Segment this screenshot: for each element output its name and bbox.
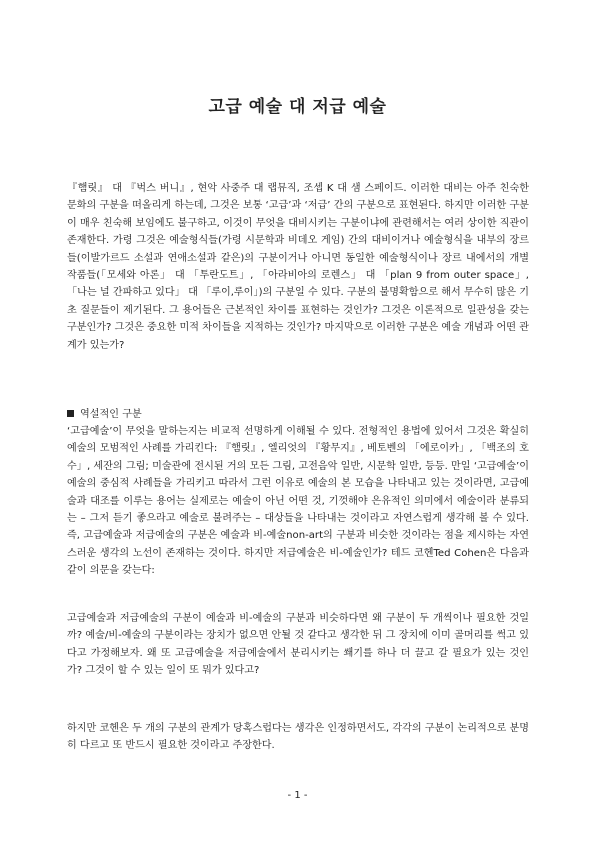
paragraph-text: ‘고급예술’이 무엇을 말하는지는 비교적 선명하게 이해될 수 있다. 전형적인 용법에 있어서 그것은 확실히 예술의 모범적인 사례를 가리킨다: 『햄릿』, 엘리엇의 『황무지』, 베토벤의 「에로이카」, 「백조의 호수」, 세잔의 그림; 미술관에 전시된 거의 모든 그림, 고전음악 일반, 시문학 일반, 등등. 만일 ‘고급예술’이 예술의 중심적 사례들을 가리키고 따라서 그런 이유로 예술의 본 모습을 나타내고 있는 것이라면, 고급예술과 대조를 이루는 용어는 실제로는 예술이 아닌 어떤 것, 기껏해야 은유적인 의미에서 예술이라 분류되는 – 그저 듣기 좋으라고 예술로 불려주는 – 대상들을 나타내는 것이라고 자연스럽게 생각해 볼 수 있다. 즉, 고급예술과 저급예술의 구분은 예술과 비-예술non-art의 구분과 비슷한 것이라는 점을 제시하는 자연스러운 생각의 노선이 존재하는 것이다. 하지만 저급예술은 비-예술인가? 테드 코헨Ted Cohen은 다음과 같이 의문을 갖는다: xyxy=(67,426,529,577)
page-number: - 1 - xyxy=(287,790,308,801)
section-paragraph xyxy=(67,423,529,580)
square-bullet-icon xyxy=(67,410,74,417)
intro-paragraph xyxy=(67,180,529,354)
section-heading-text: 역설적인 구분 xyxy=(80,409,142,420)
paragraph-text: 고급예술과 저급예술의 구분이 예술과 비-예술의 구분과 비슷하다면 왜 구분이 두 개씩이나 필요한 것일까? 예술/비-예술의 구분이라는 장치가 없으면 안될 것 같다고 생각한 뒤 그 장치에 이미 골머리를 썩고 있다고 가정해보자. 왜 또 고급예술을 저급예술에서 분리시키는 쐐기를 하나 더 끌고 갈 필요가 있는 것인가? 그것이 할 수 있는 일이 또 뭐가 있다고? xyxy=(67,613,529,677)
paragraph-text: 하지만 코헨은 두 개의 구분의 관계가 당혹스럽다는 생각은 인정하면서도, 각각의 구분이 논리적으로 분명히 다르고 또 반드시 필요한 것이라고 주장한다. xyxy=(67,723,529,752)
document-title: 고급 예술 대 저급 예술 xyxy=(208,97,387,117)
paragraph-text: 『햄릿』 대 『벅스 버니』, 현악 사중주 대 랩뮤직, 조셉 K 대 샘 스페이드. 이러한 대비는 아주 친숙한 문화의 구분을 떠올리게 하는데, 그것은 보통 ‘고급’과 ‘저급’ 간의 구분으로 표현된다. 하지만 이러한 구분이 매우 친숙해 보임에도 불구하고, 이것이 무엇을 대비시키는 구분이냐에 관련해서는 여러 상이한 직관이 존재한다. 가령 그것은 예술형식들(가령 시문학과 비데오 게임) 간의 대비이거나 예술형식을 내부의 장르들(이발가르드 소설과 연애소설과 같은)의 구분이거나 아니면 동일한 예술형식이나 장르 내에서의 개별 작품들(「모세와 아론」 대 「투란도트」, 「아라비아의 로렌스」 대 「plan 9 from outer space」, 「나는 널 간파하고 있다」 대 「루이,루이」)의 구분일 수 있다. 구분의 불명확함으로 해서 무수히 많은 기초 질문들이 제기된다. 그 용어들은 근본적인 차이를 표현하는 것인가? 그것은 이론적으로 일관성을 갖는 구분인가? 그것은 중요한 미적 차이들을 지적하는 것인가? 마지막으로 이러한 구분은 예술 개념과 어떤 관계가 있는가? xyxy=(67,183,529,351)
section-heading xyxy=(67,406,142,423)
quote-paragraph xyxy=(67,610,529,680)
closing-paragraph xyxy=(67,720,529,755)
